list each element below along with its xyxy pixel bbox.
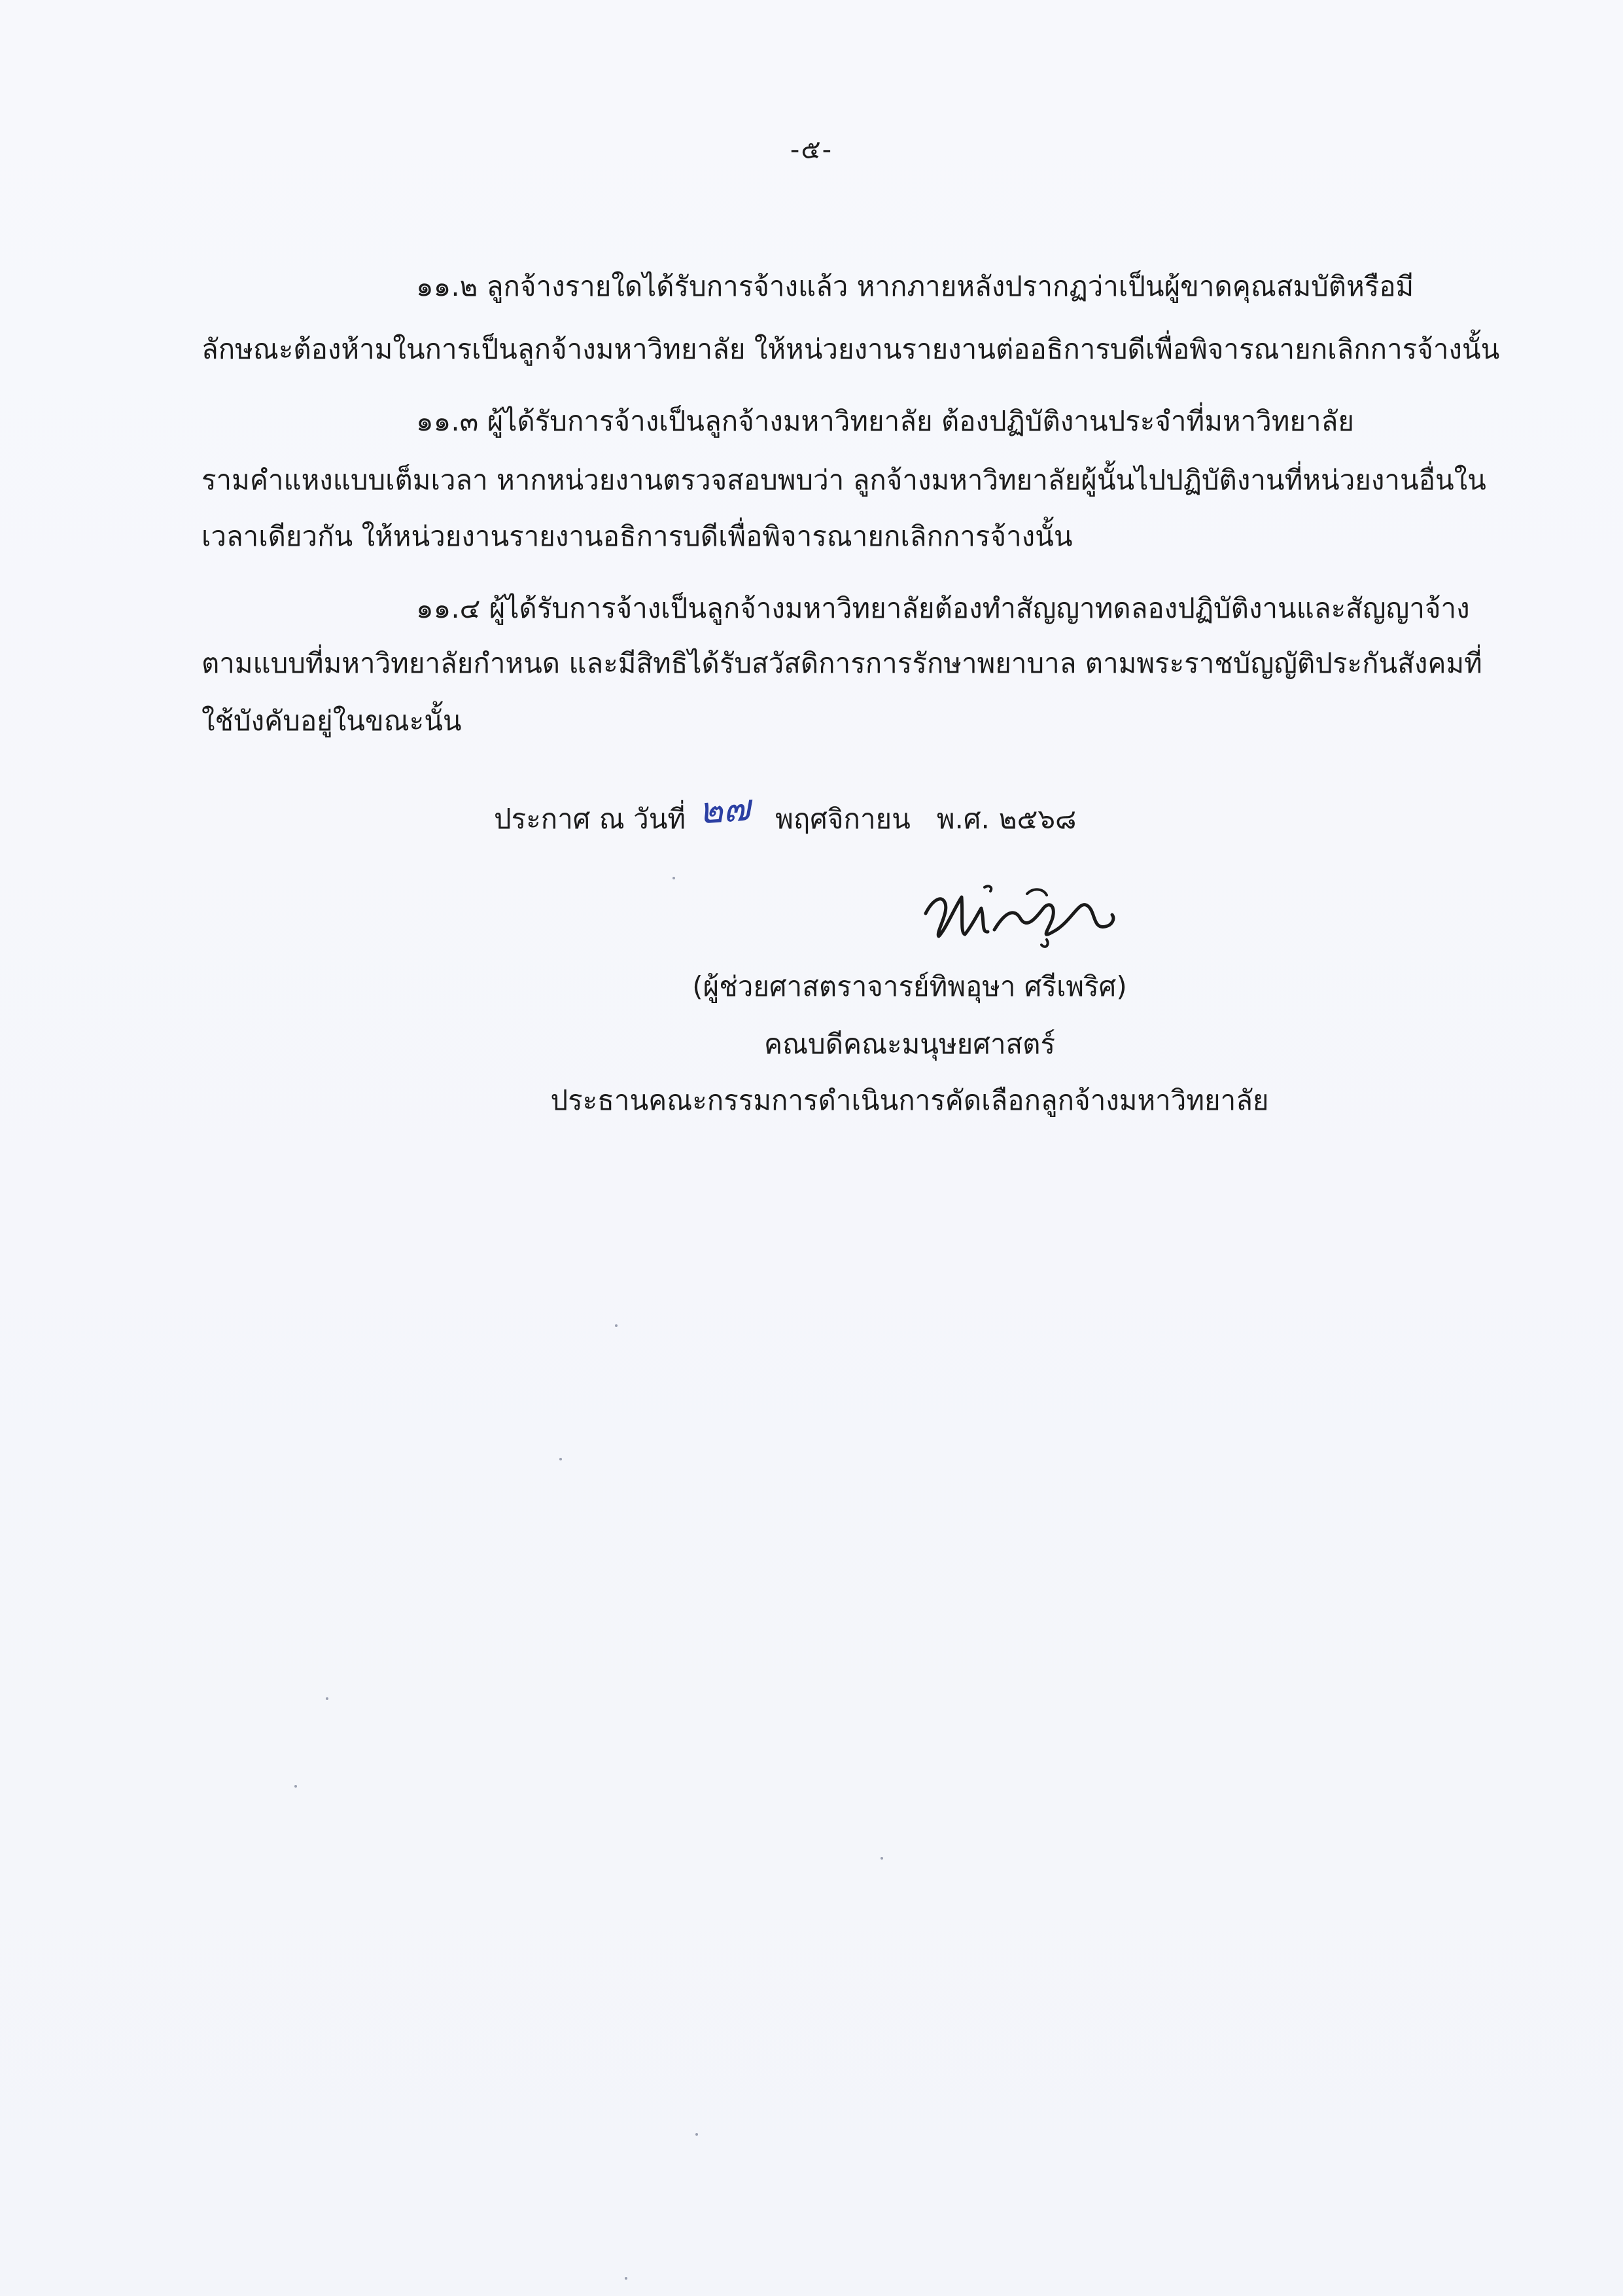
clause-11-3-first-line: ๑๑.๓ ผู้ได้รับการจ้างเป็นลูกจ้างมหาวิทยาลัย ต้องปฏิบัติงานประจำที่มหาวิทยาลัย <box>416 405 1354 437</box>
scan-speck <box>615 1324 618 1327</box>
scan-speck <box>294 1785 297 1788</box>
clause-11-4-first-line: ๑๑.๔ ผู้ได้รับการจ้างเป็นลูกจ้างมหาวิทยาลัยต้องทำสัญญาทดลองปฏิบัติงานและสัญญาจ้าง <box>416 592 1470 624</box>
clause-11-4-line-3: ใช้บังคับอยู่ในขณะนั้น <box>201 705 462 737</box>
handwritten-signature <box>916 868 1132 953</box>
scan-speck <box>672 877 675 879</box>
page-number: -๕- <box>790 135 833 165</box>
clause-11-3-line-3: เวลาเดียวกัน ให้หน่วยงานรายงานอธิการบดีเพื่อพิจารณายกเลิกการจ้างนั้น <box>201 520 1073 552</box>
clause-11-4-line-2: ตามแบบที่มหาวิทยาลัยกำหนด และมีสิทธิได้รับสวัสดิการการรักษาพยาบาล ตามพระราชบัญญัติประกันสังคมที่ <box>201 647 1482 679</box>
announcement-day-handwritten: ๒๗ <box>697 786 752 833</box>
scan-speck <box>881 1857 883 1860</box>
announcement-year: ๒๕๖๘ <box>998 803 1077 835</box>
signatory-position-chair: ประธานคณะกรรมการดำเนินการคัดเลือกลูกจ้างมหาวิทยาลัย <box>550 1084 1269 1116</box>
scan-speck <box>625 2277 627 2280</box>
scan-speck <box>695 2133 698 2136</box>
clause-11-2-line-2: ลักษณะต้องห้ามในการเป็นลูกจ้างมหาวิทยาลัย ให้หน่วยงานรายงานต่ออธิการบดีเพื่อพิจารณายกเลิกการจ้างนั้น <box>201 333 1500 365</box>
clause-11-2-first-line: ๑๑.๒ ลูกจ้างรายใดได้รับการจ้างแล้ว หากภายหลังปรากฏว่าเป็นผู้ขาดคุณสมบัติหรือมี <box>416 270 1414 302</box>
announcement-month: พฤศจิกายน <box>775 803 911 835</box>
clause-11-3-line-2: รามคำแหงแบบเต็มเวลา หากหน่วยงานตรวจสอบพบว่า ลูกจ้างมหาวิทยาลัยผู้นั้นไปปฏิบัติงานที่หน่วยงานอื่นใน <box>201 464 1486 496</box>
announcement-prefix: ประกาศ ณ วันที่ <box>494 803 686 835</box>
signatory-name: (ผู้ช่วยศาสตราจารย์ทิพอุษา ศรีเพริศ) <box>692 970 1127 1002</box>
scan-speck <box>559 1458 562 1460</box>
announcement-year-label: พ.ศ. <box>936 803 990 835</box>
scan-speck <box>326 1697 328 1700</box>
signatory-position-dean: คณบดีคณะมนุษยศาสตร์ <box>763 1028 1056 1060</box>
announcement-date <box>494 786 1077 839</box>
